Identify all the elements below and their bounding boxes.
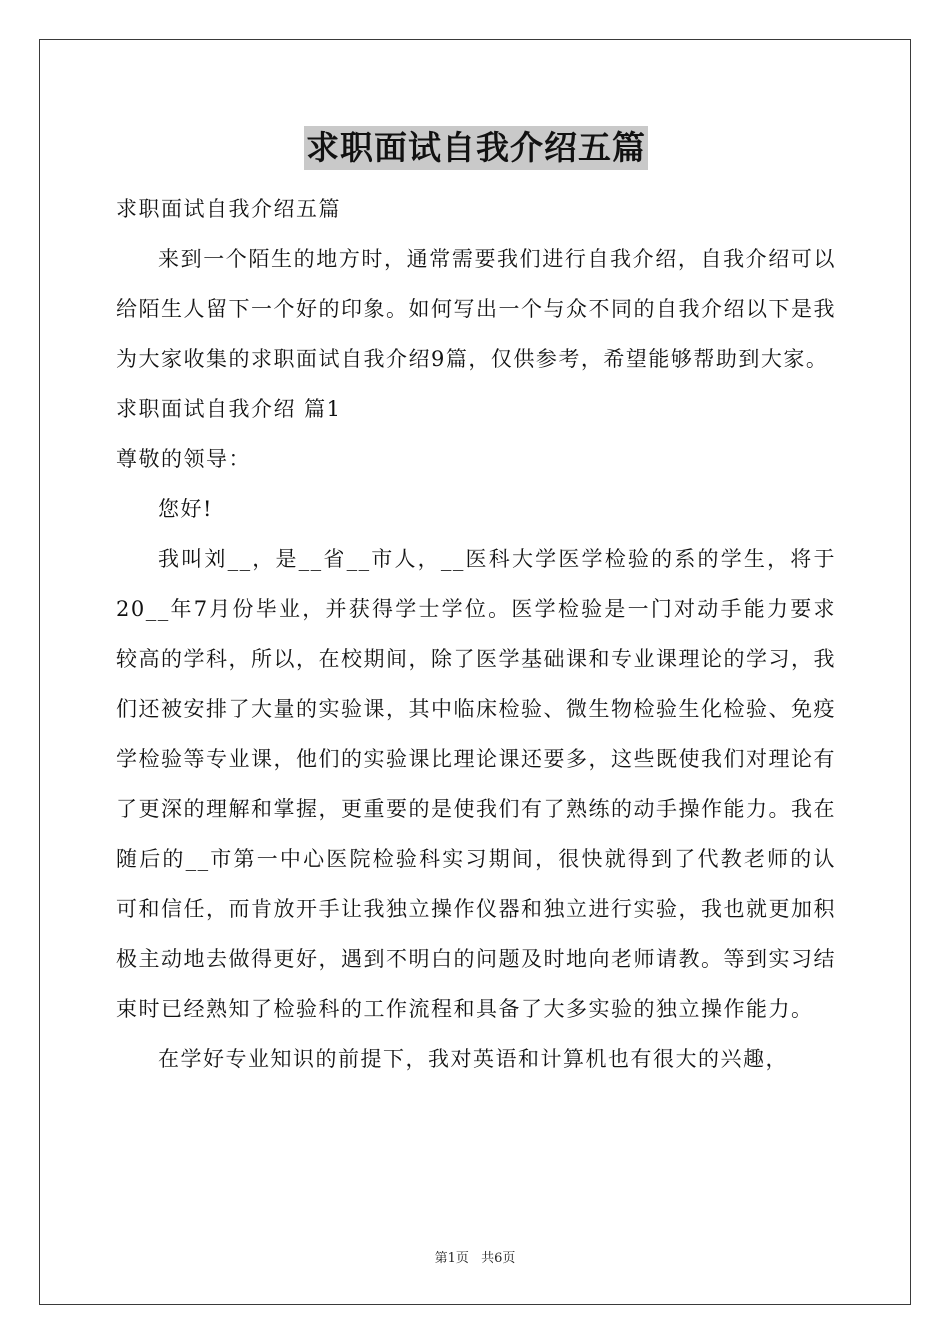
page-number: 第1页 xyxy=(434,1251,469,1266)
document-title: 求职面试自我介绍五篇 xyxy=(304,126,648,170)
intro-paragraph: 来到一个陌生的地方时，通常需要我们进行自我介绍，自我介绍可以给陌生人留下一个好的印象。如何写出一个与众不同的自我介绍以下是我为大家收集的求职面试自我介绍9篇，仅供参考，希望能够帮助到大家。 xyxy=(116,247,836,371)
body-paragraph-1: 我叫刘__，是__省__市人，__医科大学医学检验的系的学生，将于20__年7月份毕业，并获得学士学位。医学检验是一门对动手能力要求较高的学科，所以，在校期间，除了医学基础课和专业课理论的学习，我们还被安排了大量的实验课，其中临床检验、微生物检验生化检验、免疫学检验等专业课，他们的实验课比理论课还要多，这些既使我们对理论有了更深的理解和掌握，更重要的是使我们有了熟练的动手操作能力。我在随后的__市第一中心医院检验科实习期间，很快就得到了代教老师的认可和信任，而肯放开手让我独立操作仪器和独立进行实验，我也就更加积极主动地去做得更好，遇到不明白的问题及时地向老师请教。等到实习结束时已经熟知了检验科的工作流程和具备了大多实验的独立操作能力。 xyxy=(116,547,836,1021)
page-total: 共6页 xyxy=(481,1251,516,1266)
title-container xyxy=(116,126,836,170)
page-footer xyxy=(0,1247,950,1266)
document-body xyxy=(116,126,836,1084)
greeting: 您好! xyxy=(158,497,213,521)
salutation: 尊敬的领导： xyxy=(116,447,251,471)
body-paragraph-2: 在学好专业知识的前提下，我对英语和计算机也有很大的兴趣， xyxy=(158,1047,788,1071)
section-heading: 求职面试自我介绍 篇1 xyxy=(116,397,342,421)
document-subtitle: 求职面试自我介绍五篇 xyxy=(116,197,341,221)
